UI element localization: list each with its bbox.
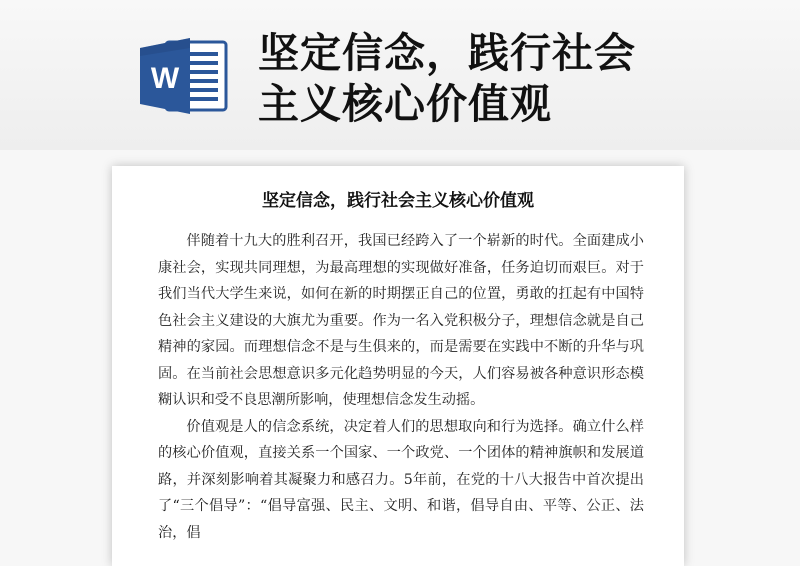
- paragraph: 价值观是人的信念系统，决定着人们的思想取向和行为选择。确立什么样的核心价值观，直接关系一个国家、一个政党、一个团体的精神旗帜和发展道路，并深刻影响着其凝聚力和感召力。5年前，在党的十八大报告中首次提出了“三个倡导”：“倡导富强、民主、文明、和谐，倡导自由、平等、公正、法治，倡: [158, 418, 644, 541]
- banner-title-line-1: 坚定信念，践行社会: [258, 29, 636, 77]
- word-logo-letter: W: [150, 62, 180, 95]
- banner-title-line-2: 主义核心价值观: [258, 80, 552, 128]
- header-banner: [0, 0, 800, 150]
- document-page: [112, 166, 684, 566]
- document-body: [158, 228, 644, 546]
- banner-title: [258, 28, 778, 130]
- paragraph: 伴随着十九大的胜利召开，我国已经跨入了一个崭新的时代。全面建成小康社会，实现共同理想，为最高理想的实现做好准备，任务迫切而艰巨。对于我们当代大学生来说，如何在新的时期摆正自己的位置，勇敢的扛起有中国特色社会主义建设的大旗尤为重要。作为一名入党积极分子，理想信念就是自己精神的家园。而理想信念不是与生俱来的，而是需要在实践中不断的升华与巩固。在当前社会思想意识多元化趋势明显的今天，人们容易被各种意识形态模糊认识和受不良思潮所影响，使理想信念发生动摇。: [158, 233, 644, 408]
- document-title: 坚定信念，践行社会主义核心价值观: [262, 191, 534, 211]
- word-document-icon: [138, 36, 228, 116]
